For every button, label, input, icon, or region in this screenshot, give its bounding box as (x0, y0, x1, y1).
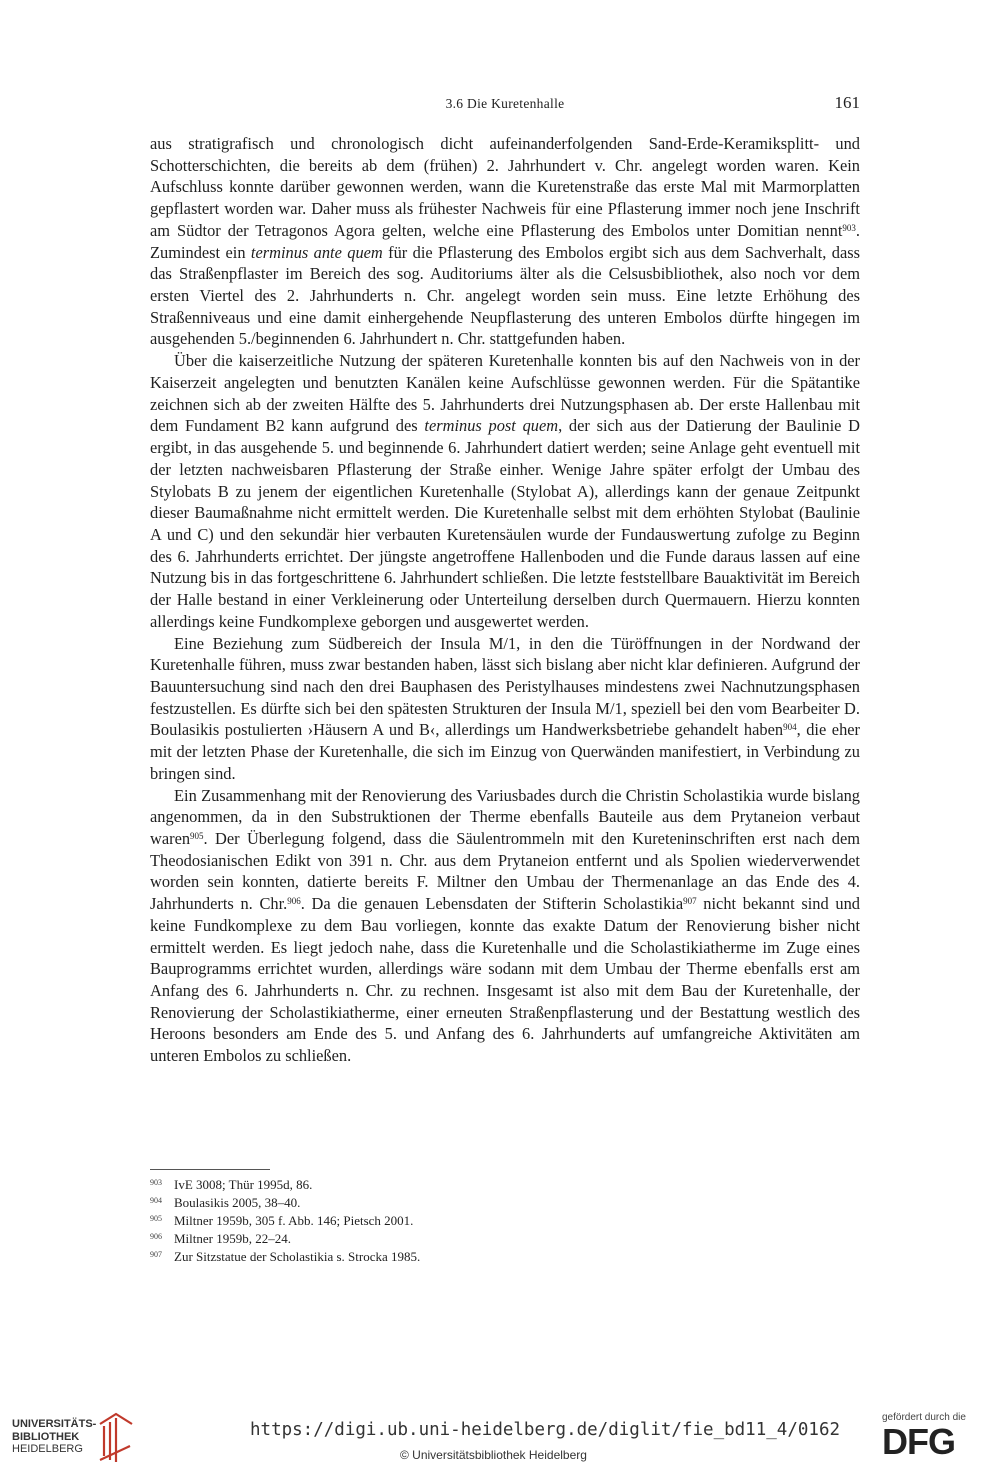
paragraph-1: aus stratigrafisch und chronologisch dicht aufeinanderfolgenden Sand-Erde-Keramiksplitt- und Schotterschichten, die bereits ab dem (frühen) 2. Jahrhundert v. Chr. angelegt worden waren. Kein Aufschluss konnte darüber gewonnen werden, wann die Kuretenstraße das erste Mal mit Marmorplatten gepflastert worden war. Daher muss als frühester Nachweis für eine Pflasterung immer noch jene Inschrift am Südtor der Tetragonos Agora gelten, welche eine Pflasterung des Embolos unter Domitian nennt$^{903}$. Zumindest ein terminus ante quem für die Pflasterung des Embolos ergibt sich aus dem Sachverhalt, dass das Straßenpflaster im Bereich des sog. Auditoriums älter als die Celsusbibliothek, also noch vor dem ersten Viertel des 2. Jahrhunderts n. Chr. angelegt worden sein muss. Eine letzte Erhöhung des Straßenniveaus und eine damit einhergehende Neupflasterung des unteren Embolos dürfte hingegen im ausgehenden 5./beginnenden 6. Jahrhundert n. Chr. stattgefunden haben. (150, 134, 860, 349)
library-name: UNIVERSITÄTS- BIBLIOTHEK HEIDELBERG (12, 1418, 97, 1455)
footnote-divider (150, 1169, 270, 1170)
university-library-logo[interactable] (12, 1410, 142, 1466)
footnote-number: 904 (150, 1196, 162, 1206)
footer (0, 1400, 992, 1474)
library-mark-icon (96, 1410, 136, 1464)
page-number: 161 (834, 93, 860, 112)
footnote-ref[interactable]: 905 (190, 831, 204, 841)
funding-caption: gefördert durch die (882, 1412, 966, 1423)
footnote (150, 1176, 860, 1194)
footnote-ref[interactable]: 907 (683, 896, 697, 907)
footnote-number: 907 (150, 1250, 162, 1260)
footnotes (150, 1176, 860, 1266)
footnote (150, 1212, 860, 1230)
footnote-number: 906 (150, 1232, 162, 1242)
footnote-text: Miltner 1959b, 22–24. (174, 1231, 291, 1247)
paragraph-3: Eine Beziehung zum Südbereich der Insula M/1, in den die Türöffnungen in der Nordwand der Kuretenhalle führen, muss zwar bestanden haben, lässt sich bislang aber nicht klar definieren. Aufgrund der Bauuntersuchung sind nach den drei Bauphasen des Peristylhauses mindestens zwei Nachnutzungsphasen festzustellen. Es dürfte sich bei den spätesten Strukturen der Insula M/1, speziell bei den vom Bearbeiter D. Boulasikis postulierten ›Häusern A und B‹, allerdings um Handwerksbetriebe gehandelt haben$^{904}$, die eher mit der letzten Phase der Kuretenhalle, die sich im Einzug von Querwänden manifestiert, in Verbindung zu bringen sind. (150, 633, 860, 783)
body-text (150, 133, 860, 1067)
footnote (150, 1248, 860, 1266)
dfg-logo: DFG (882, 1421, 955, 1462)
copyright-notice: © Universitätsbibliothek Heidelberg (400, 1448, 587, 1462)
paragraph-2: Über die kaiserzeitliche Nutzung der späteren Kuretenhalle konnten bis auf den Nachweis von in der Kaiserzeit angelegten und benutzten Kanälen keine Aufschlüsse gewonnen werden. Für die Spätantike zeichnen sich ab der zweiten Hälfte des 5. Jahrhunderts drei Nutzungsphasen ab. Der erste Hallenbau mit dem Fundament B2 kann aufgrund des terminus post quem, der sich aus der Datierung der Baulinie D ergibt, in das ausgehende 5. und beginnende 6. Jahrhundert datiert werden; seine Anlage geht eventuell mit der letzten nachweisbaren Pflasterung der Straße einher. Wenige Jahre später erfolgt der Umbau des Stylobats B zu jenem der eigentlichen Kuretenhalle (Stylobat A), allerdings kann der genaue Zeitpunkt dieser Baumaßnahme nicht ermittelt werden. Die Kuretenhalle selbst mit dem erhöhten Stylobat (Baulinie A und C) und den sekundär hier verbauten Kuretensäulen wurde der Fundauswertung zufolge zu Beginn des 6. Jahrhunderts errichtet. Der jüngste angetroffene Hallenboden und die Funde daraus lassen auf eine Nutzung bis in das fortgeschrittene 6. Jahrhundert schließen. Die letzte feststellbare Bauaktivität im Bereich der Halle bestand in einer Verkleinerung oder Unterteilung derselben durch Quermauern. Hierzu konnten allerdings keine Fundkomplexe geborgen und ausgewertet werden. (150, 351, 861, 631)
dfg-funding-logo[interactable] (882, 1412, 982, 1462)
footnote-ref[interactable]: 904 (783, 722, 797, 733)
footnote-number: 905 (150, 1214, 162, 1224)
footnote-text: IvE 3008; Thür 1995d, 86. (174, 1177, 313, 1192)
permalink-url[interactable]: https://digi.ub.uni-heidelberg.de/diglit/fie_bd11_4/0162 (250, 1420, 841, 1440)
footnote-number: 903 (150, 1178, 162, 1187)
paragraph-4: Ein Zusammenhang mit der Renovierung des Variusbades durch die Christin Scholastikia wurde bislang angenommen, da in den Substruktionen der Therme ebenfalls Bauteile aus dem Prytaneion verbaut waren$^{905}$. Der Überlegung folgend, dass die Säulentrommeln mit den Kureteninschriften erst nach dem Theodosianischen Edikt von 391 n. Chr. aus dem Prytaneion entfernt und als Spolien wiederverwendet worden sein konnten, datierte bereits F. Miltner den Umbau der Thermenanlage an das Ende des 4. Jahrhunderts n. Chr.$^{906}$. Da die genauen Lebensdaten der Stifterin Scholastikia$^{907}$ nicht bekannt sind und keine Fundkomplexe zu dem Bau vorliegen, konnte das exakte Datum der Renovierung bisher nicht ermittelt werden. Es liegt jedoch nahe, dass die Kuretenhalle und die Scholastikiatherme im Zuge eines Bauprogramms errichtet wurden, allerdings wäre sodann mit dem Umbau der Therme ebenfalls erst am Anfang des 6. Jahrhunderts n. Chr. zu rechnen. Insgesamt ist also mit dem Bau der Kuretenhalle, der Renovierung der Scholastikiatherme, einer erneuten Straßenpflasterung und der Bestattung westlich des Heroons besonders am Ende des 5. und Anfang des 6. Jahrhunderts auf umfangreiche Aktivitäten am unteren Embolos zu schließen. (150, 785, 860, 1066)
footnote (150, 1230, 860, 1248)
footnote-ref[interactable]: 903 (842, 222, 856, 233)
footnote-text: Zur Sitzstatue der Scholastikia s. Strocka 1985. (174, 1249, 421, 1265)
section-title: 3.6 Die Kuretenhalle (445, 96, 565, 111)
footnote-text: Miltner 1959b, 305 f. Abb. 146; Pietsch 2001. (174, 1213, 414, 1229)
running-head (150, 93, 860, 117)
footnote-text: Boulasikis 2005, 38–40. (174, 1195, 301, 1211)
footnote-ref[interactable]: 906 (287, 896, 301, 907)
footnote (150, 1194, 860, 1212)
